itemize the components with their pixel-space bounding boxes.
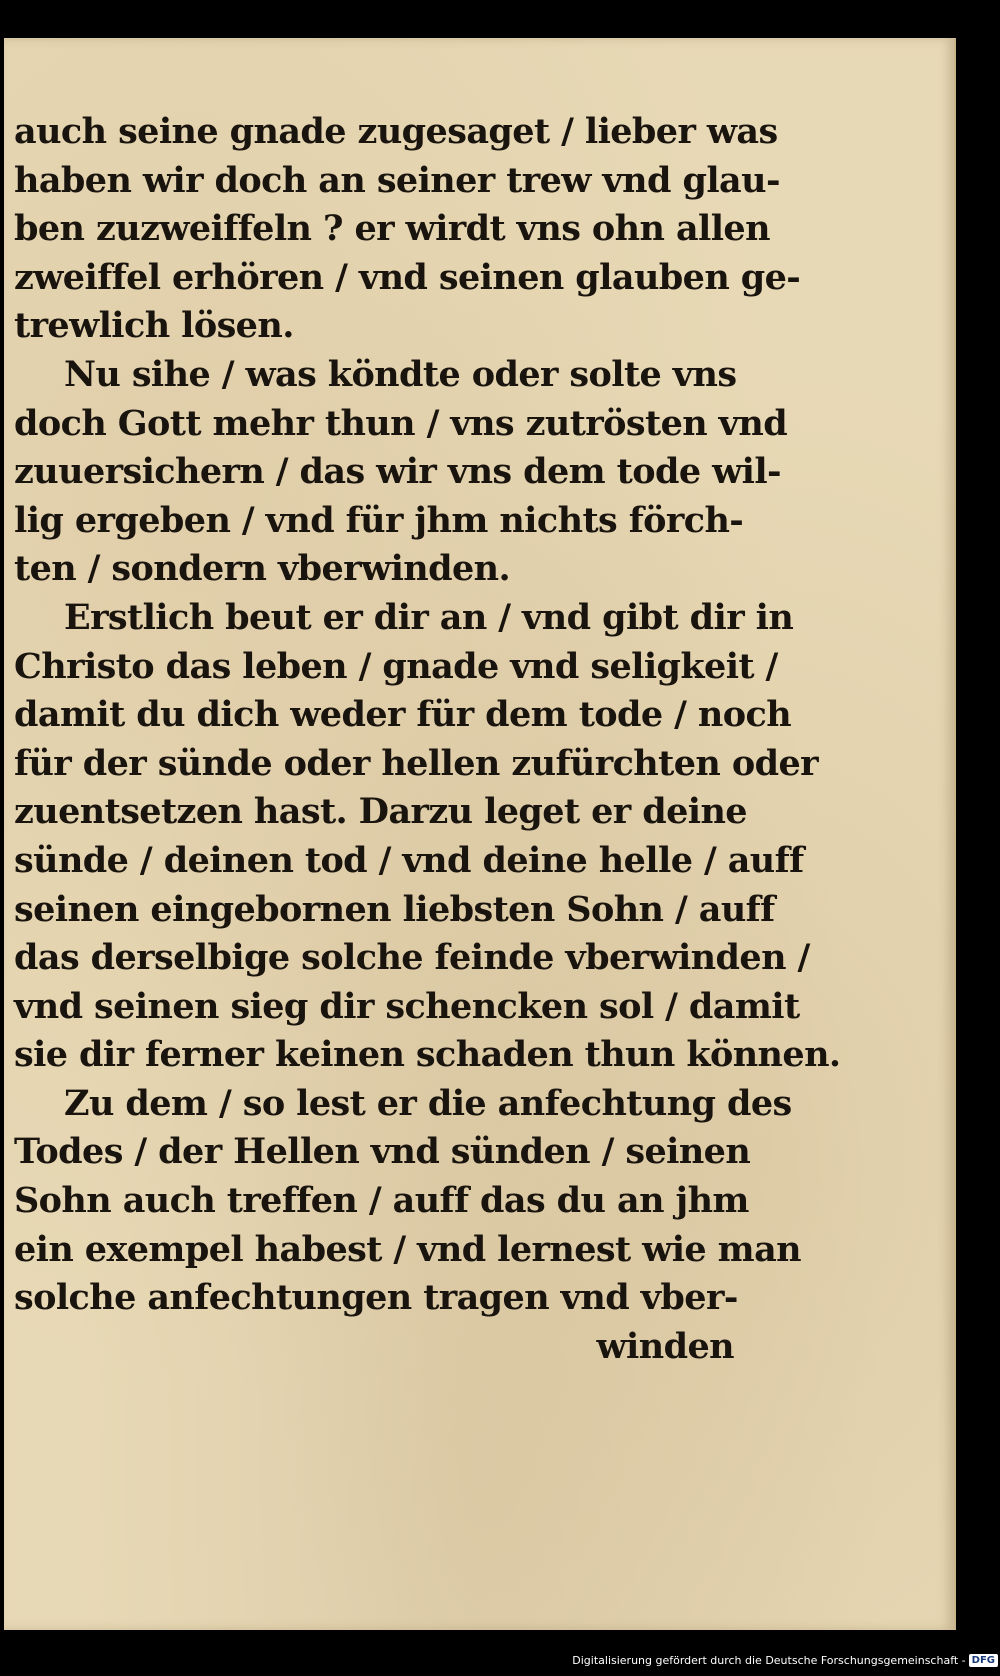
text-line: zuentsetzen hast. Darzu leget er deine [14,791,747,833]
text-line: Christo das leben / gnade vnd seligkeit / [14,645,778,687]
text-line: doch Gott mehr thun / vns zutrösten vnd [14,402,788,444]
text-line: sie dir ferner keinen schaden thun können. [14,1034,841,1076]
text-line: ben zuzweiffeln ? er wirdt vns ohn allen [14,208,770,250]
text-line: damit du dich weder für dem tode / noch [14,694,792,736]
text-line: trewlich lösen. [14,305,294,347]
text-line: seinen eingebornen liebsten Sohn / auff [14,888,775,930]
text-line: zuuersichern / das wir vns dem tode wil- [14,451,781,493]
text-line: Sohn auch treffen / auff das du an jhm [14,1180,749,1222]
text-line: auch seine gnade zugesaget / lieber was [14,111,778,152]
paragraph-start-line: Erstlich beut er dir an / vnd gibt dir in [64,596,794,638]
text-line: für der sünde oder hellen zufürchten oder [14,742,818,784]
text-line: vnd seinen sieg dir schencken sol / damit [14,985,800,1027]
text-line: sünde / deinen tod / vnd deine helle / auff [14,839,804,881]
book-page [4,38,956,1630]
credit-text: Digitalisierung gefördert durch die Deutsche Forschungsgemeinschaft - [572,1653,966,1667]
text-line: solche anfechtungen tragen vnd vber- [14,1277,738,1319]
catchword: winden [596,1325,734,1367]
dfg-logo: DFG [969,1654,998,1667]
text-line: haben wir doch an seiner trew vnd glau- [14,159,780,201]
digitization-credit [572,1650,998,1670]
text-line: Todes / der Hellen vnd sünden / seinen [14,1131,751,1173]
text-line: das derselbige solche feinde vberwinden / [14,937,810,979]
text-line: lig ergeben / vnd für jhm nichts förch- [14,499,744,541]
text-line: ten / sondern vberwinden. [14,548,511,590]
page-text [14,108,841,1371]
text-line: zweiffel erhören / vnd seinen glauben ge- [14,256,801,298]
paragraph-start-line: Zu dem / so lest er die anfechtung des [64,1082,792,1124]
paragraph-start-line: Nu sihe / was köndte oder solte vns [64,353,737,395]
text-line: ein exempel habest / vnd lernest wie man [14,1228,801,1270]
